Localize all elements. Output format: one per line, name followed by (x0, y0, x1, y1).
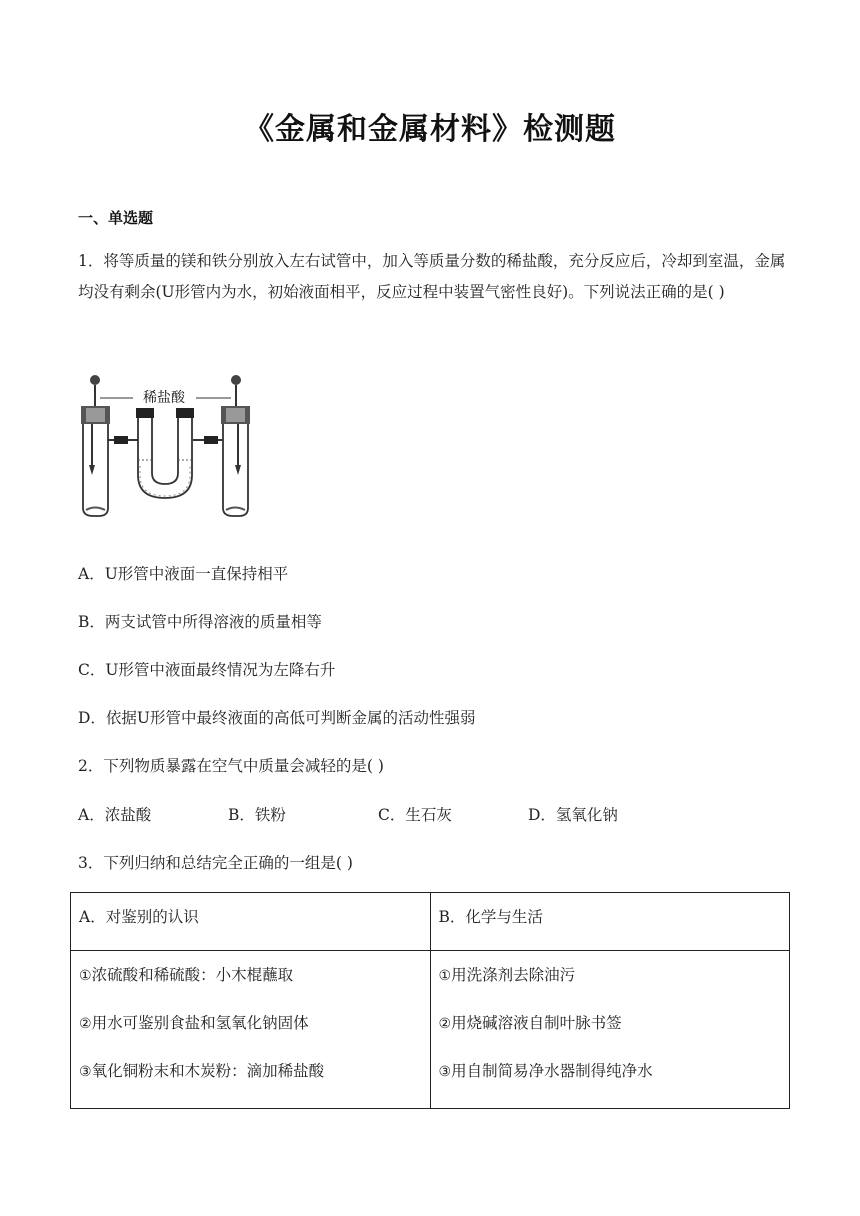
table-item: ③用自制简易净水器制得纯净水 (438, 1062, 653, 1080)
table-item: ①用洗涤剂去除油污 (438, 966, 576, 984)
table-cell-a (71, 951, 431, 1109)
question-1-option-c[interactable]: C．U形管中液面最终情况为左降右升 (78, 661, 336, 679)
question-2-option-b[interactable]: B．铁粉 (228, 806, 286, 824)
page-title: 《金属和金属材料》检测题 (244, 112, 616, 147)
question-1-option-d[interactable]: D．依据U形管中最终液面的高低可判断金属的活动性强弱 (78, 709, 476, 727)
table-header-b: B．化学与生活 (430, 893, 790, 951)
figure-label: 稀盐酸 (143, 390, 185, 406)
question-2-option-c[interactable]: C．生石灰 (378, 806, 452, 824)
question-2-stem: 2．下列物质暴露在空气中质量会减轻的是( ) (78, 757, 384, 775)
question-2-option-d[interactable]: D．氢氧化钠 (528, 806, 618, 824)
section-heading: 一、单选题 (78, 209, 154, 227)
u-tube-apparatus-figure (78, 370, 258, 520)
question-3-stem: 3．下列归纳和总结完全正确的一组是( ) (78, 854, 353, 872)
table-cell-b (430, 951, 790, 1109)
table-item: ③氧化铜粉末和木炭粉：滴加稀盐酸 (79, 1062, 325, 1080)
question-3-table (70, 892, 790, 1109)
table-header-a: A．对鉴别的认识 (71, 893, 431, 951)
table-item: ②用烧碱溶液自制叶脉书签 (438, 1014, 622, 1032)
question-1-option-b[interactable]: B．两支试管中所得溶液的质量相等 (78, 613, 322, 631)
question-1-option-a[interactable]: A．U形管中液面一直保持相平 (78, 565, 289, 583)
question-2-option-a[interactable]: A．浓盐酸 (78, 806, 152, 824)
table-item: ①浓硫酸和稀硫酸：小木棍蘸取 (79, 966, 294, 984)
table-item: ②用水可鉴别食盐和氢氧化钠固体 (79, 1014, 309, 1032)
question-1-stem: 1．将等质量的镁和铁分别放入左右试管中，加入等质量分数的稀盐酸，充分反应后，冷却到室温，金属均没有剩余(U形管内为水，初始液面相平，反应过程中装置气密性良好)。下列说法正确的是( ) (78, 252, 786, 301)
